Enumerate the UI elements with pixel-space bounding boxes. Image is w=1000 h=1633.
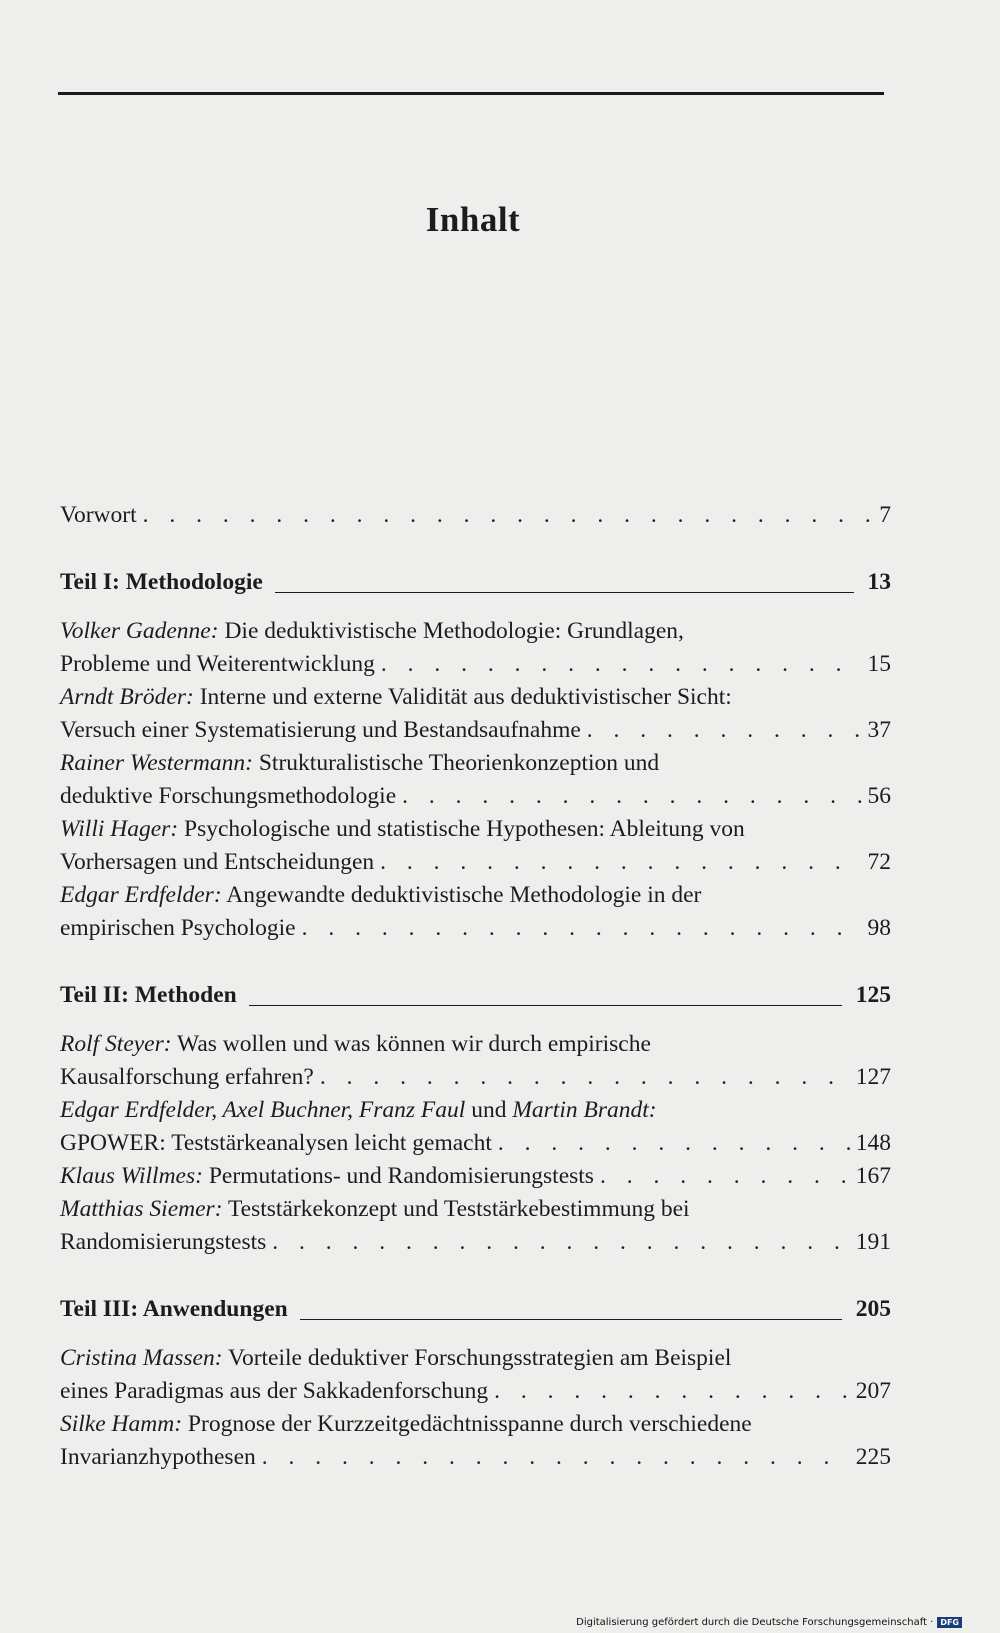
page-number: 191 xyxy=(855,1229,891,1255)
title-text: empirischen Psychologie xyxy=(60,915,296,941)
leader-dots xyxy=(498,1127,850,1160)
leader-dots xyxy=(143,499,874,532)
toc-entry-line2-e2 xyxy=(60,714,891,747)
title-text: Vorteile deduktiver Forschungsstrategien am Beispiel xyxy=(228,1345,732,1371)
toc-entry-line2-e9 xyxy=(60,1226,891,1259)
leader-dots xyxy=(402,780,861,813)
title-text: Was wollen und was können wir durch empirische xyxy=(177,1031,651,1057)
toc-entry-title-line1 xyxy=(60,1028,651,1061)
page-number: 125 xyxy=(855,982,891,1008)
page-number: 56 xyxy=(867,783,891,809)
title-text: Die deduktivistische Methodologie: Grundlagen, xyxy=(224,618,684,644)
page-number: 13 xyxy=(867,569,891,595)
leader-dots xyxy=(494,1375,850,1408)
part-title: Teil III: Anwendungen xyxy=(60,1296,288,1322)
conjunction: und xyxy=(465,1097,513,1123)
toc-entry-line1-e2 xyxy=(60,681,891,714)
title-text: Permutations- und Randomisierungstests xyxy=(208,1163,594,1189)
toc-entry-title xyxy=(60,1160,594,1193)
part-rule xyxy=(249,1005,842,1006)
title-text: Psychologische und statistische Hypothesen: Ableitung von xyxy=(184,816,745,842)
page-number: 98 xyxy=(867,915,891,941)
toc-entry-line2-e4 xyxy=(60,846,891,879)
page-number: 72 xyxy=(867,849,891,875)
toc-entry-title-line1 xyxy=(60,813,745,846)
title-text: Randomisierungstests xyxy=(60,1229,267,1255)
page-number: 167 xyxy=(855,1163,891,1189)
toc-row-vorwort xyxy=(60,499,891,532)
toc-entry-line2-e5 xyxy=(60,912,891,945)
page-title: Inhalt xyxy=(425,200,521,239)
author-name: Rainer Westermann: xyxy=(60,750,253,776)
toc-entry-line1-e3 xyxy=(60,747,891,780)
toc-entry-authors xyxy=(60,1094,657,1127)
title-text: Teststärkekonzept und Teststärkebestimmung bei xyxy=(227,1196,690,1222)
title-text: GPOWER: Teststärkeanalysen leicht gemacht xyxy=(60,1130,492,1156)
leader-dots xyxy=(320,1061,850,1094)
toc-entry-line2-e1 xyxy=(60,648,891,681)
toc-entry-title-line1 xyxy=(60,879,701,912)
toc-entry-title-line1 xyxy=(60,747,659,780)
leader-dots xyxy=(381,648,862,681)
author-names: Edgar Erdfelder, Axel Buchner, Franz Faul xyxy=(60,1097,466,1123)
leader-dots xyxy=(262,1441,850,1474)
toc-entry-title-line1 xyxy=(60,1342,731,1375)
toc-entry-title-line1 xyxy=(60,1408,752,1441)
toc-entry-line2-e7 xyxy=(60,1127,891,1160)
toc-entry-title-line1 xyxy=(60,1193,690,1226)
title-text: Vorhersagen und Entscheidungen xyxy=(60,849,375,875)
toc-entry-line1-e4 xyxy=(60,813,891,846)
page-number: 37 xyxy=(867,717,891,743)
leader-dots xyxy=(380,846,861,879)
toc-entry-line2-e3 xyxy=(60,780,891,813)
title-text: Invarianzhypothesen xyxy=(60,1444,256,1470)
toc-entry-title-line1 xyxy=(60,681,732,714)
toc-entry-title-line1 xyxy=(60,615,684,648)
part-rule xyxy=(275,592,854,593)
page-number: 207 xyxy=(855,1378,891,1404)
title-text: Kausalforschung erfahren? xyxy=(60,1064,314,1090)
part-heading-teil3 xyxy=(60,1293,891,1326)
title-text: eines Paradigmas aus der Sakkadenforschung xyxy=(60,1378,489,1404)
footer xyxy=(576,1617,962,1628)
footer-text: Digitalisierung gefördert durch die Deutsche Forschungsgemeinschaft · xyxy=(576,1617,934,1628)
author-name: Edgar Erdfelder: xyxy=(60,882,222,908)
toc-entry-line1-e5 xyxy=(60,879,891,912)
author-name: Willi Hager: xyxy=(60,816,179,842)
toc-entry-e8 xyxy=(60,1160,891,1193)
toc-entry-line2-e10 xyxy=(60,1375,891,1408)
leader-dots xyxy=(272,1226,849,1259)
title-text: Interne und externe Validität aus deduktivistischer Sicht: xyxy=(199,684,732,710)
dfg-logo-icon: DFG xyxy=(937,1617,962,1628)
author-name: Cristina Massen: xyxy=(60,1345,223,1371)
title-text: Prognose der Kurzzeitgedächtnisspanne durch verschiedene xyxy=(187,1411,752,1437)
page-number: 205 xyxy=(855,1296,891,1322)
part-heading-teil1 xyxy=(60,566,891,599)
toc-entry-line1-e7 xyxy=(60,1094,891,1127)
toc-entry-line1-e10 xyxy=(60,1342,891,1375)
part-heading-teil2 xyxy=(60,979,891,1012)
title-text: Angewandte deduktivistische Methodologie in der xyxy=(226,882,702,908)
toc-entry-line1-e1 xyxy=(60,615,891,648)
part-rule xyxy=(300,1319,842,1320)
page-number: 225 xyxy=(855,1444,891,1470)
author-name: Klaus Willmes: xyxy=(60,1163,203,1189)
toc-entry-line1-e9 xyxy=(60,1193,891,1226)
author-name: Rolf Steyer: xyxy=(60,1031,172,1057)
top-rule xyxy=(58,92,884,95)
page-number: 148 xyxy=(855,1130,891,1156)
author-name: Silke Hamm: xyxy=(60,1411,183,1437)
toc-entry-line2-e6 xyxy=(60,1061,891,1094)
author-name: Arndt Bröder: xyxy=(60,684,194,710)
author-name: Volker Gadenne: xyxy=(60,618,219,644)
author-name: Martin Brandt: xyxy=(512,1097,657,1123)
table-of-contents xyxy=(60,499,891,1474)
title-text: Versuch einer Systematisierung und Bestandsaufnahme xyxy=(60,717,581,743)
part-title: Teil II: Methoden xyxy=(60,982,237,1008)
page-number: 7 xyxy=(879,502,891,528)
toc-entry-line1-e6 xyxy=(60,1028,891,1061)
toc-entry-line1-e11 xyxy=(60,1408,891,1441)
leader-dots xyxy=(600,1160,850,1193)
author-name: Matthias Siemer: xyxy=(60,1196,223,1222)
leader-dots xyxy=(302,912,862,945)
page-number: 127 xyxy=(855,1064,891,1090)
part-title: Teil I: Methodologie xyxy=(60,569,263,595)
title-text: Strukturalistische Theorienkonzeption und xyxy=(258,750,660,776)
leader-dots xyxy=(587,714,862,747)
page-number: 15 xyxy=(867,651,891,677)
title-text: deduktive Forschungsmethodologie xyxy=(60,783,397,809)
toc-entry-line2-e11 xyxy=(60,1441,891,1474)
toc-entry-title: Vorwort xyxy=(60,502,137,528)
title-text: Probleme und Weiterentwicklung xyxy=(60,651,375,677)
